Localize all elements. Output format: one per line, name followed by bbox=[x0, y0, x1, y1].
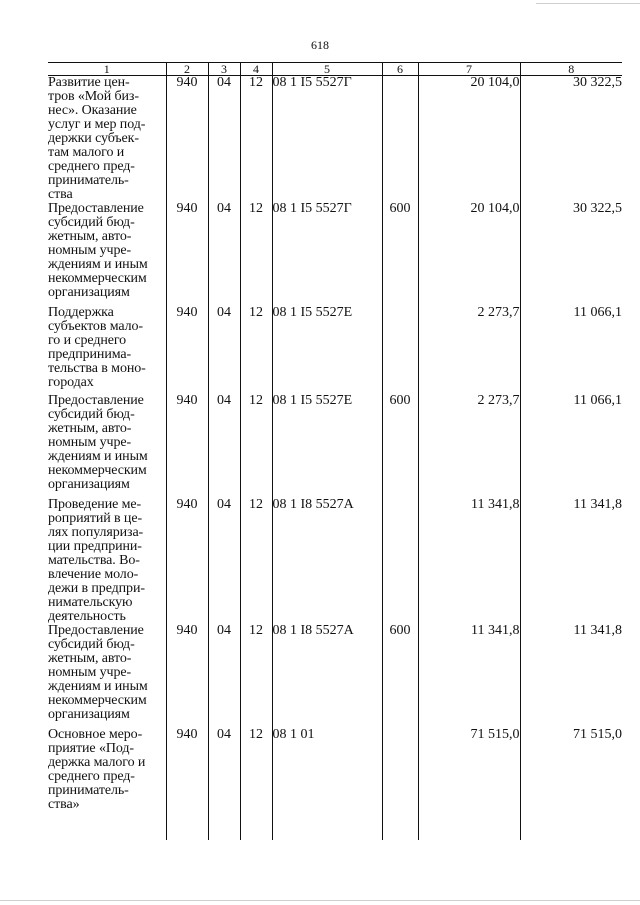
cell-ministry: 940 bbox=[166, 394, 208, 498]
cell-expense-type: 600 bbox=[382, 394, 418, 498]
col-header-5: 5 bbox=[272, 63, 382, 76]
table-row bbox=[48, 306, 622, 394]
cell-target-code: 08 1 I8 5527А bbox=[272, 498, 382, 624]
cell-amount-8: 11 066,1 bbox=[520, 306, 622, 394]
cell-ministry: 940 bbox=[166, 498, 208, 624]
row-name bbox=[48, 76, 166, 203]
cell-amount-7: 20 104,0 bbox=[418, 76, 520, 203]
cell-subsection: 12 bbox=[240, 306, 272, 394]
cell-expense-type: 600 bbox=[382, 202, 418, 306]
row-name-text: Поддержка субъектов мало- го и среднего предпринима- тельства в моно- городах bbox=[48, 305, 146, 390]
table-row bbox=[48, 202, 622, 306]
cell-amount-8: 30 322,5 bbox=[520, 202, 622, 306]
cell-amount-8: 71 515,0 bbox=[520, 728, 622, 840]
col-header-4: 4 bbox=[240, 63, 272, 76]
cell-amount-8: 30 322,5 bbox=[520, 76, 622, 203]
cell-amount-8: 11 341,8 bbox=[520, 624, 622, 728]
col-header-8: 8 bbox=[520, 63, 622, 76]
cell-expense-type bbox=[382, 728, 418, 840]
table-row bbox=[48, 624, 622, 728]
cell-section: 04 bbox=[208, 202, 240, 306]
row-name bbox=[48, 394, 166, 498]
cell-target-code: 08 1 01 bbox=[272, 728, 382, 840]
col-header-6: 6 bbox=[382, 63, 418, 76]
col-header-3: 3 bbox=[208, 63, 240, 76]
cell-expense-type bbox=[382, 76, 418, 203]
col-header-2: 2 bbox=[166, 63, 208, 76]
row-name bbox=[48, 306, 166, 394]
budget-table bbox=[48, 62, 622, 840]
cell-target-code: 08 1 I5 5527Е bbox=[272, 306, 382, 394]
cell-target-code: 08 1 I5 5527Г bbox=[272, 202, 382, 306]
cell-section: 04 bbox=[208, 394, 240, 498]
cell-amount-7: 2 273,7 bbox=[418, 394, 520, 498]
table-row bbox=[48, 728, 622, 840]
cell-amount-8: 11 066,1 bbox=[520, 394, 622, 498]
cell-expense-type: 600 bbox=[382, 624, 418, 728]
cell-subsection: 12 bbox=[240, 728, 272, 840]
row-name bbox=[48, 624, 166, 728]
cell-subsection: 12 bbox=[240, 76, 272, 203]
cell-ministry: 940 bbox=[166, 728, 208, 840]
cell-ministry: 940 bbox=[166, 202, 208, 306]
cell-amount-7: 71 515,0 bbox=[418, 728, 520, 840]
row-name-text: Предоставление субсидий бюд- жетным, авто- номным учре- ждениям и иным некоммерческим организациям bbox=[48, 623, 148, 722]
row-name bbox=[48, 202, 166, 306]
cell-subsection: 12 bbox=[240, 498, 272, 624]
cell-subsection: 12 bbox=[240, 624, 272, 728]
bottom-scan-edge bbox=[0, 900, 640, 901]
row-name-text: Предоставление субсидий бюд- жетным, авто- номным учре- ждениям и иным некоммерческим организациям bbox=[48, 201, 148, 300]
cell-ministry: 940 bbox=[166, 306, 208, 394]
cell-target-code: 08 1 I5 5527Е bbox=[272, 394, 382, 498]
cell-amount-7: 11 341,8 bbox=[418, 498, 520, 624]
col-header-1: 1 bbox=[48, 63, 166, 76]
cell-amount-7: 11 341,8 bbox=[418, 624, 520, 728]
cell-ministry: 940 bbox=[166, 624, 208, 728]
cell-target-code: 08 1 I8 5527А bbox=[272, 624, 382, 728]
cell-amount-7: 20 104,0 bbox=[418, 202, 520, 306]
table-row bbox=[48, 76, 622, 203]
row-name-text: Предоставление субсидий бюд- жетным, авто- номным учре- ждениям и иным некоммерческим организациям bbox=[48, 393, 148, 492]
cell-section: 04 bbox=[208, 498, 240, 624]
row-name-text: Развитие цен- тров «Мой биз- нес». Оказание услуг и мер под- держки субъек- там малого и среднего пред- приниматель- ства bbox=[48, 75, 146, 202]
cell-expense-type bbox=[382, 498, 418, 624]
cell-amount-8: 11 341,8 bbox=[520, 498, 622, 624]
header-row bbox=[48, 63, 622, 76]
cell-amount-7: 2 273,7 bbox=[418, 306, 520, 394]
row-name bbox=[48, 498, 166, 624]
page-number: 618 bbox=[311, 38, 329, 52]
row-name-text: Проведение ме- роприятий в це- лях популяриза- ции предприни- мательства. Во- влечение моло- дежи в предпри- нимательскую деятельность bbox=[48, 497, 145, 624]
cell-section: 04 bbox=[208, 624, 240, 728]
cell-section: 04 bbox=[208, 728, 240, 840]
row-name-text: Основное меро- приятие «Под- держка малого и среднего пред- приниматель- ства» bbox=[48, 727, 146, 812]
table-row bbox=[48, 394, 622, 498]
cell-subsection: 12 bbox=[240, 202, 272, 306]
top-scan-edge bbox=[536, 3, 640, 4]
cell-section: 04 bbox=[208, 76, 240, 203]
table-row bbox=[48, 498, 622, 624]
cell-subsection: 12 bbox=[240, 394, 272, 498]
cell-section: 04 bbox=[208, 306, 240, 394]
row-name bbox=[48, 728, 166, 840]
cell-ministry: 940 bbox=[166, 76, 208, 203]
cell-expense-type bbox=[382, 306, 418, 394]
cell-target-code: 08 1 I5 5527Г bbox=[272, 76, 382, 203]
col-header-7: 7 bbox=[418, 63, 520, 76]
